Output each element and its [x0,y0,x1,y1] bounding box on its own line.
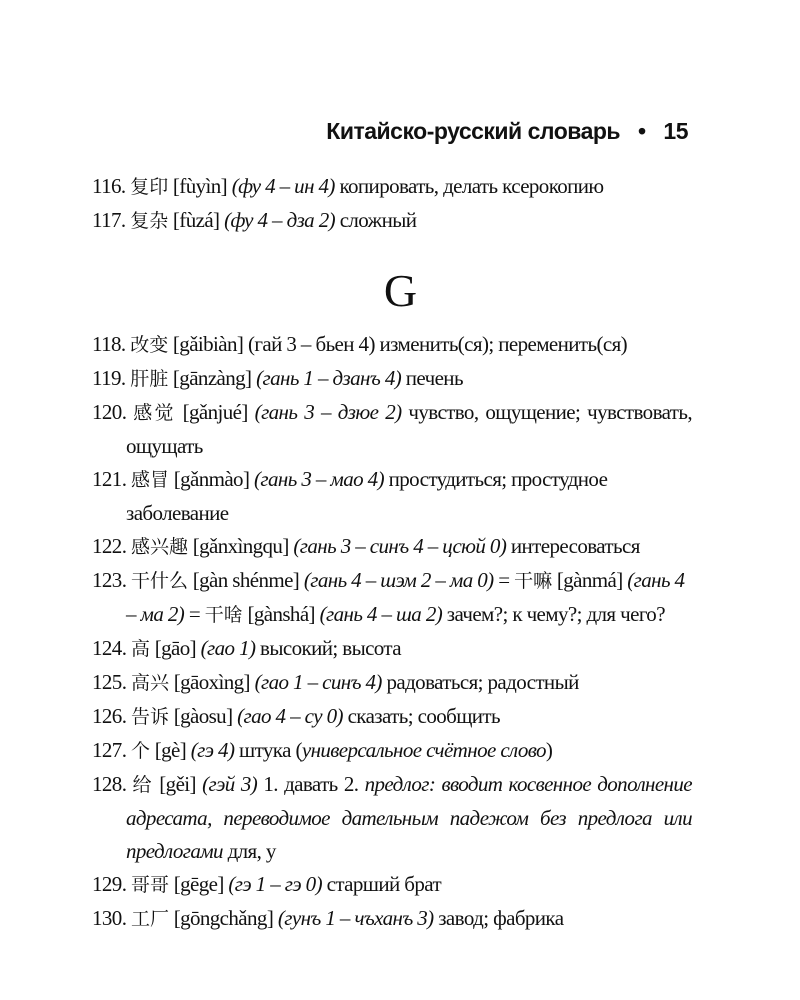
entry-pinyin: [fùzá] [172,208,220,232]
entry-pronunciation: (гэ 4) [190,738,235,762]
entry-number: 120. [92,400,127,424]
dictionary-entry-123 [92,564,692,632]
entry-pronunciation: (гань 4 – шэм 2 – ма 0) [303,568,494,592]
entry-equals: = [188,602,201,626]
entry-number: 118. [92,332,126,356]
entry-hanzi: 复杂 [130,210,169,232]
entry-pronunciation: (гань 1 – дзанъ 4) [256,366,402,390]
header-title: Китайско-русский словарь [326,118,621,144]
entry-pinyin: [gǎnjué] [182,400,248,424]
entry-pronunciation: (гань 3 – синъ 4 – цсюй 0) [293,534,507,558]
entry-pinyin: [fùyìn] [172,174,228,198]
dictionary-entry-117 [92,204,692,238]
entry-pinyin: [gānzàng] [172,366,252,390]
section-letter: G [383,265,417,316]
entry-definition-note: предлог: вводит косвенное дополнение адресата, переводимое дательным падежом без предлога или предлогами [126,772,692,863]
entry-hanzi: 肝脏 [130,368,169,390]
entries-list-g [92,328,692,936]
dictionary-entry-118 [92,328,692,362]
dictionary-entry-128 [92,768,692,868]
entry-pinyin: [gēge] [173,872,224,896]
entry-number: 126. [92,704,127,728]
entry-number: 123. [92,568,127,592]
entry-definition: печень [405,366,463,390]
entry-pronunciation: (фу 4 – дза 2) [224,208,336,232]
entry-definition-end: для, у [227,839,276,863]
entry-definition-note: универсальное счётное слово [301,738,546,762]
entry-pronunciation: (гэ 1 – гэ 0) [228,872,322,896]
entry-pronunciation: (гао 4 – су 0) [237,704,343,728]
dictionary-entry-121 [92,463,692,530]
entry-hanzi: 给 [132,774,154,796]
entry-pinyin: [gàosu] [173,704,233,728]
entry-pronunciation: (гань 3 – дзюе 2) [254,400,402,424]
entry-hanzi-variant: 干啥 [204,604,243,626]
dictionary-entry-122 [92,530,692,564]
entry-pinyin: [gǎibiàn] [172,332,244,356]
entry-definition: сказать; сообщить [347,704,500,728]
entry-pronunciation: (гао 1) [200,636,256,660]
entry-pinyin: [gěi] [159,772,196,796]
entry-pinyin: [gǎnmào] [173,467,250,491]
entry-number: 122. [92,534,127,558]
entry-pinyin: [gǎnxìngqu] [192,534,289,558]
entry-pronunciation: (гао 1 – синъ 4) [254,670,382,694]
entry-pronunciation: (гай 3 – бьен 4) [247,332,375,356]
dictionary-entry-119 [92,362,692,396]
entry-hanzi: 干什么 [131,570,189,592]
entry-number: 117. [92,208,126,232]
entry-number: 121. [92,467,127,491]
entry-hanzi: 复印 [130,176,169,198]
entry-definition: копировать, делать ксерокопию [339,174,604,198]
entry-hanzi: 感冒 [131,469,170,491]
entry-number: 124. [92,636,127,660]
entry-hanzi: 感兴趣 [131,536,189,558]
entry-hanzi: 改变 [130,334,169,356]
entry-pronunciation: (гань 3 – мао 4) [254,467,384,491]
dictionary-entry-126 [92,700,692,734]
entry-hanzi: 感觉 [133,402,176,424]
entry-pronunciation: (гунъ 1 – чъханъ 3) [277,906,434,930]
entry-definition: интересоваться [510,534,640,558]
entry-definition: простудиться; простудное заболевание [126,467,608,525]
entry-hanzi: 个 [131,740,151,762]
entry-pronunciation: (фу 4 – ин 4) [231,174,335,198]
entry-definition [239,738,552,762]
entry-hanzi: 高 [131,638,151,660]
entry-number: 128. [92,772,127,796]
entry-definition: чувство, ощущение; чувствовать, ощущать [126,400,692,458]
entry-number: 125. [92,670,127,694]
entry-definition: радоваться; радостный [386,670,579,694]
dictionary-entry-127 [92,734,692,768]
entry-definition-end: ) [545,738,553,762]
entry-pinyin: [gāo] [154,636,196,660]
entry-pinyin: [gōngchǎng] [173,906,274,930]
entry-number: 129. [92,872,127,896]
entry-hanzi: 工厂 [131,908,170,930]
entry-pinyin: [gāoxìng] [173,670,250,694]
dictionary-entry-124 [92,632,692,666]
entry-number: 119. [92,366,126,390]
entry-definition: зачем?; к чему?; для чего? [446,602,665,626]
dictionary-entry-129 [92,868,692,902]
entry-definition-start: штука ( [239,738,302,762]
entry-pronunciation: (гэй 3) [202,772,258,796]
dictionary-entry-116 [92,170,692,204]
entry-hanzi: 高兴 [131,672,170,694]
entry-hanzi: 哥哥 [131,874,170,896]
page-number: 15 [663,118,688,144]
page-header [326,118,688,145]
entry-pinyin: [gàn shénme] [192,568,300,592]
entry-equals: = [498,568,510,592]
entry-definition: высокий; высота [260,636,401,660]
entry-definition: старший брат [326,872,442,896]
entry-number: 127. [92,738,127,762]
entry-pronunciation-variant: (гань 4 – ма 2) [126,568,685,626]
entry-definition-start: 1. давать 2. [263,772,359,796]
entry-number: 116. [92,174,126,198]
header-bullet: • [637,118,646,144]
entry-pronunciation-variant: (гань 4 – ша 2) [319,602,443,626]
entry-definition: сложный [339,208,417,232]
entry-number: 130. [92,906,127,930]
entry-definition: завод; фабрика [438,906,564,930]
dictionary-entry-130 [92,902,692,936]
dictionary-entry-125 [92,666,692,700]
entry-pinyin: [gè] [154,738,187,762]
entry-hanzi: 告诉 [131,706,170,728]
entry-hanzi-variant: 干嘛 [514,570,553,592]
entry-pinyin-variant: [gànmá] [556,568,623,592]
dictionary-entry-120 [92,396,692,463]
entry-definition: изменить(ся); переменить(ся) [379,332,628,356]
entries-list-top [92,170,692,238]
entry-pinyin-variant: [gànshá] [247,602,315,626]
